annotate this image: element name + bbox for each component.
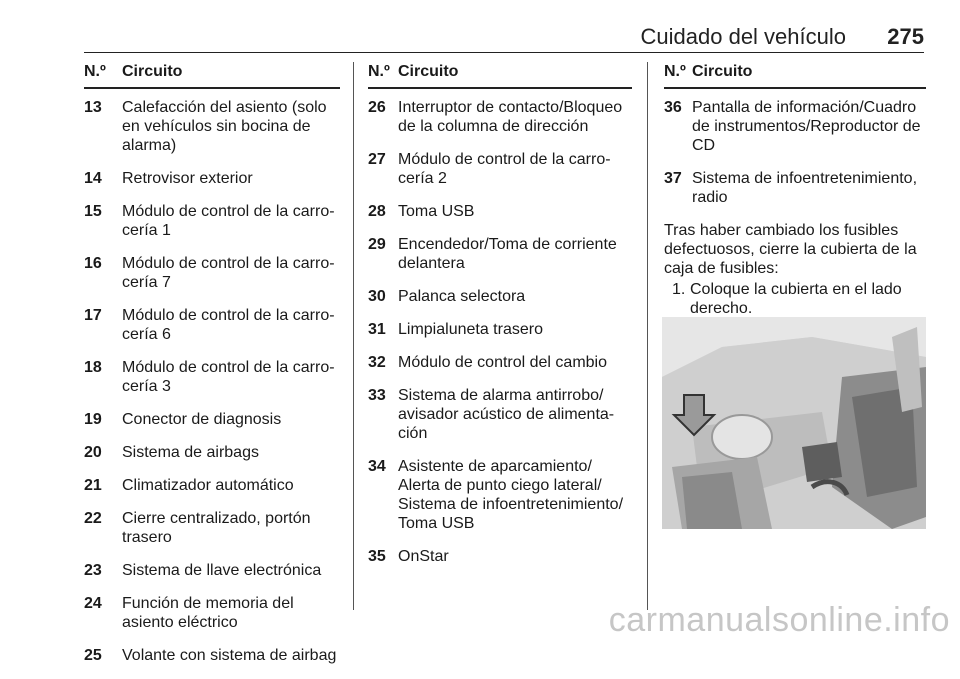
circuit-name: Asistente de aparcamiento/ Alerta de punto ciego lateral/ Sistema de infoentretenimiento/ Toma USB <box>398 458 624 532</box>
circuit-name: Pantalla de información/Cuadro de instrumentos/Reproductor de CD <box>692 99 921 154</box>
circuit-name: Módulo de control del cambio <box>398 354 608 371</box>
instruction-step <box>664 280 926 318</box>
fuse-row <box>84 169 340 188</box>
fuse-row <box>368 202 632 221</box>
fuse-number: 21 <box>84 477 102 494</box>
fuse-row <box>84 646 340 665</box>
circuit-name: Conector de diagnosis <box>122 411 282 428</box>
fuse-number: 24 <box>84 595 102 612</box>
fuse-row <box>368 353 632 372</box>
circuit-name: Retrovisor exterior <box>122 170 253 187</box>
page-number: 275 <box>887 24 924 49</box>
circuit-name: Sistema de llave electrónica <box>122 562 322 579</box>
fuse-row <box>368 547 632 566</box>
circuit-name: Sistema de infoentretenimiento, radio <box>692 170 918 206</box>
header-circuit: Circuito <box>122 63 183 80</box>
circuit-name: Módulo de control de la carro-cería 3 <box>122 359 335 395</box>
fuse-row <box>84 476 340 495</box>
fuse-row <box>84 410 340 429</box>
circuit-name: Toma USB <box>398 203 475 220</box>
circuit-name: Climatizador automático <box>122 477 294 494</box>
fuse-row <box>84 561 340 580</box>
circuit-name: Limpialuneta trasero <box>398 321 543 338</box>
fuse-row <box>84 306 340 344</box>
instruction-paragraph: Tras haber cambiado los fusibles defectuosos, cierre la cubierta de la caja de fusibles: <box>664 222 917 277</box>
fuse-row <box>84 358 340 396</box>
fuse-row <box>368 150 632 188</box>
fuse-number: 28 <box>368 203 386 220</box>
circuit-name: Encendedor/Toma de corriente delantera <box>398 236 617 272</box>
fuse-number: 23 <box>84 562 102 579</box>
circuit-name: Módulo de control de la carro-cería 6 <box>122 307 335 343</box>
header-num: N.º <box>368 63 390 80</box>
circuit-name: Interruptor de contacto/Bloqueo de la columna de dirección <box>398 99 623 135</box>
fuse-number: 26 <box>368 99 386 116</box>
watermark: carmanualsonline.info <box>608 601 950 639</box>
section-title: Cuidado del vehículo <box>640 24 846 49</box>
fuse-number: 14 <box>84 170 102 187</box>
fuse-number: 19 <box>84 411 102 428</box>
fuse-row <box>664 169 926 207</box>
circuit-name: Función de memoria del asiento eléctrico <box>122 595 294 631</box>
fuse-table-col2 <box>368 62 632 580</box>
fuse-number: 17 <box>84 307 102 324</box>
fuse-row <box>84 98 340 155</box>
header-num: N.º <box>84 63 106 80</box>
fuse-number: 25 <box>84 647 102 664</box>
fuse-table-col3 <box>664 62 926 318</box>
circuit-name: OnStar <box>398 548 449 565</box>
fuse-number: 27 <box>368 151 386 168</box>
header-circuit: Circuito <box>398 63 459 80</box>
fuse-number: 36 <box>664 99 682 116</box>
circuit-name: Sistema de alarma antirrobo/ avisador acústico de alimenta-ción <box>398 387 615 442</box>
circuit-name: Módulo de control de la carro-cería 2 <box>398 151 611 187</box>
circuit-name: Palanca selectora <box>398 288 526 305</box>
fuse-row <box>664 98 926 155</box>
circuit-name: Sistema de airbags <box>122 444 259 461</box>
fuse-number: 29 <box>368 236 386 253</box>
fuse-number: 37 <box>664 170 682 187</box>
circuit-name: Módulo de control de la carro-cería 1 <box>122 203 335 239</box>
page-header <box>84 22 924 53</box>
table-header <box>664 62 926 89</box>
circuit-name: Módulo de control de la carro-cería 7 <box>122 255 335 291</box>
fuse-row <box>368 457 632 533</box>
table-header <box>368 62 632 89</box>
circuit-name: Cierre centralizado, portón trasero <box>122 510 311 546</box>
fuse-number: 20 <box>84 444 102 461</box>
fuse-row <box>368 98 632 136</box>
header-num: N.º <box>664 63 686 80</box>
fuse-number: 22 <box>84 510 102 527</box>
fuse-number: 31 <box>368 321 386 338</box>
column-divider <box>647 62 648 610</box>
fuse-cover-illustration <box>662 317 926 529</box>
column-divider <box>353 62 354 610</box>
fuse-row <box>84 254 340 292</box>
fuse-row <box>368 235 632 273</box>
fuse-number: 15 <box>84 203 102 220</box>
circuit-name: Volante con sistema de airbag <box>122 647 337 664</box>
fuse-number: 13 <box>84 99 102 116</box>
fuse-number: 32 <box>368 354 386 371</box>
fuse-row <box>368 287 632 306</box>
fuse-number: 18 <box>84 359 102 376</box>
fuse-row <box>84 509 340 547</box>
fuse-number: 34 <box>368 458 386 475</box>
fuse-row <box>368 386 632 443</box>
step-number: 1. <box>672 281 686 298</box>
table-header <box>84 62 340 89</box>
header-circuit: Circuito <box>692 63 753 80</box>
console-drawing <box>662 317 926 529</box>
fuse-number: 35 <box>368 548 386 565</box>
circuit-name: Calefacción del asiento (solo en vehículos sin bocina de alarma) <box>122 99 327 154</box>
fuse-row <box>84 443 340 462</box>
fuse-number: 16 <box>84 255 102 272</box>
fuse-row <box>368 320 632 339</box>
step-text: Coloque la cubierta en el lado derecho. <box>690 281 902 317</box>
fuse-row <box>84 594 340 632</box>
fuse-table-col1 <box>84 62 340 679</box>
fuse-number: 30 <box>368 288 386 305</box>
fuse-number: 33 <box>368 387 386 404</box>
fuse-row <box>84 202 340 240</box>
